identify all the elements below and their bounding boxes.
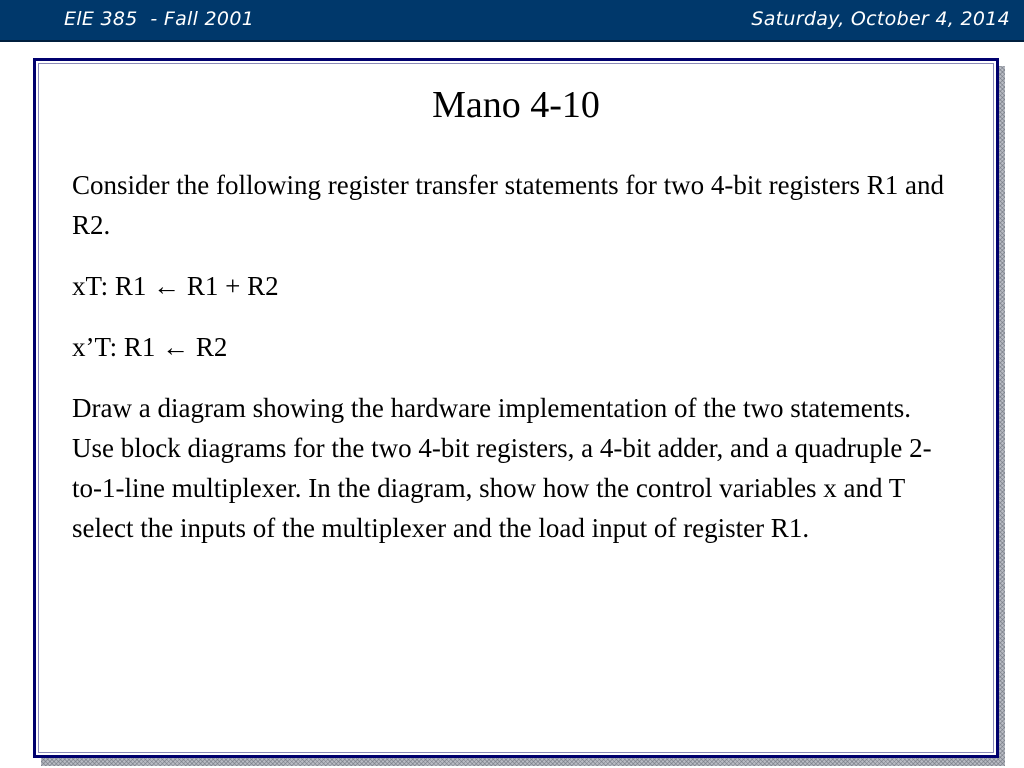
transfer-statement-1: xT: R1 ← R1 + R2 — [72, 271, 279, 301]
header-bar — [0, 0, 1024, 42]
intro-paragraph: Consider the following register transfer statements for two 4-bit registers R1 and R2. — [72, 170, 945, 240]
content-frame — [33, 58, 999, 758]
slide-title: Mano 4-10 — [432, 84, 600, 126]
transfer-statement-2: x’T: R1 ← R2 — [72, 332, 228, 362]
course-label: ElE 385 - Fall 2001 — [64, 8, 255, 30]
date-label: Saturday, October 4, 2014 — [751, 8, 1010, 30]
slide-body — [72, 165, 952, 569]
task-paragraph: Draw a diagram showing the hardware implementation of the two statements. Use block diagrams for the two 4-bit registers, a 4-bit adder, and a quadruple 2-to-1-line multiplexer. In the diagram, show how the control variables x and T select the inputs of the multiplexer and the load input of register R1. — [72, 393, 932, 543]
